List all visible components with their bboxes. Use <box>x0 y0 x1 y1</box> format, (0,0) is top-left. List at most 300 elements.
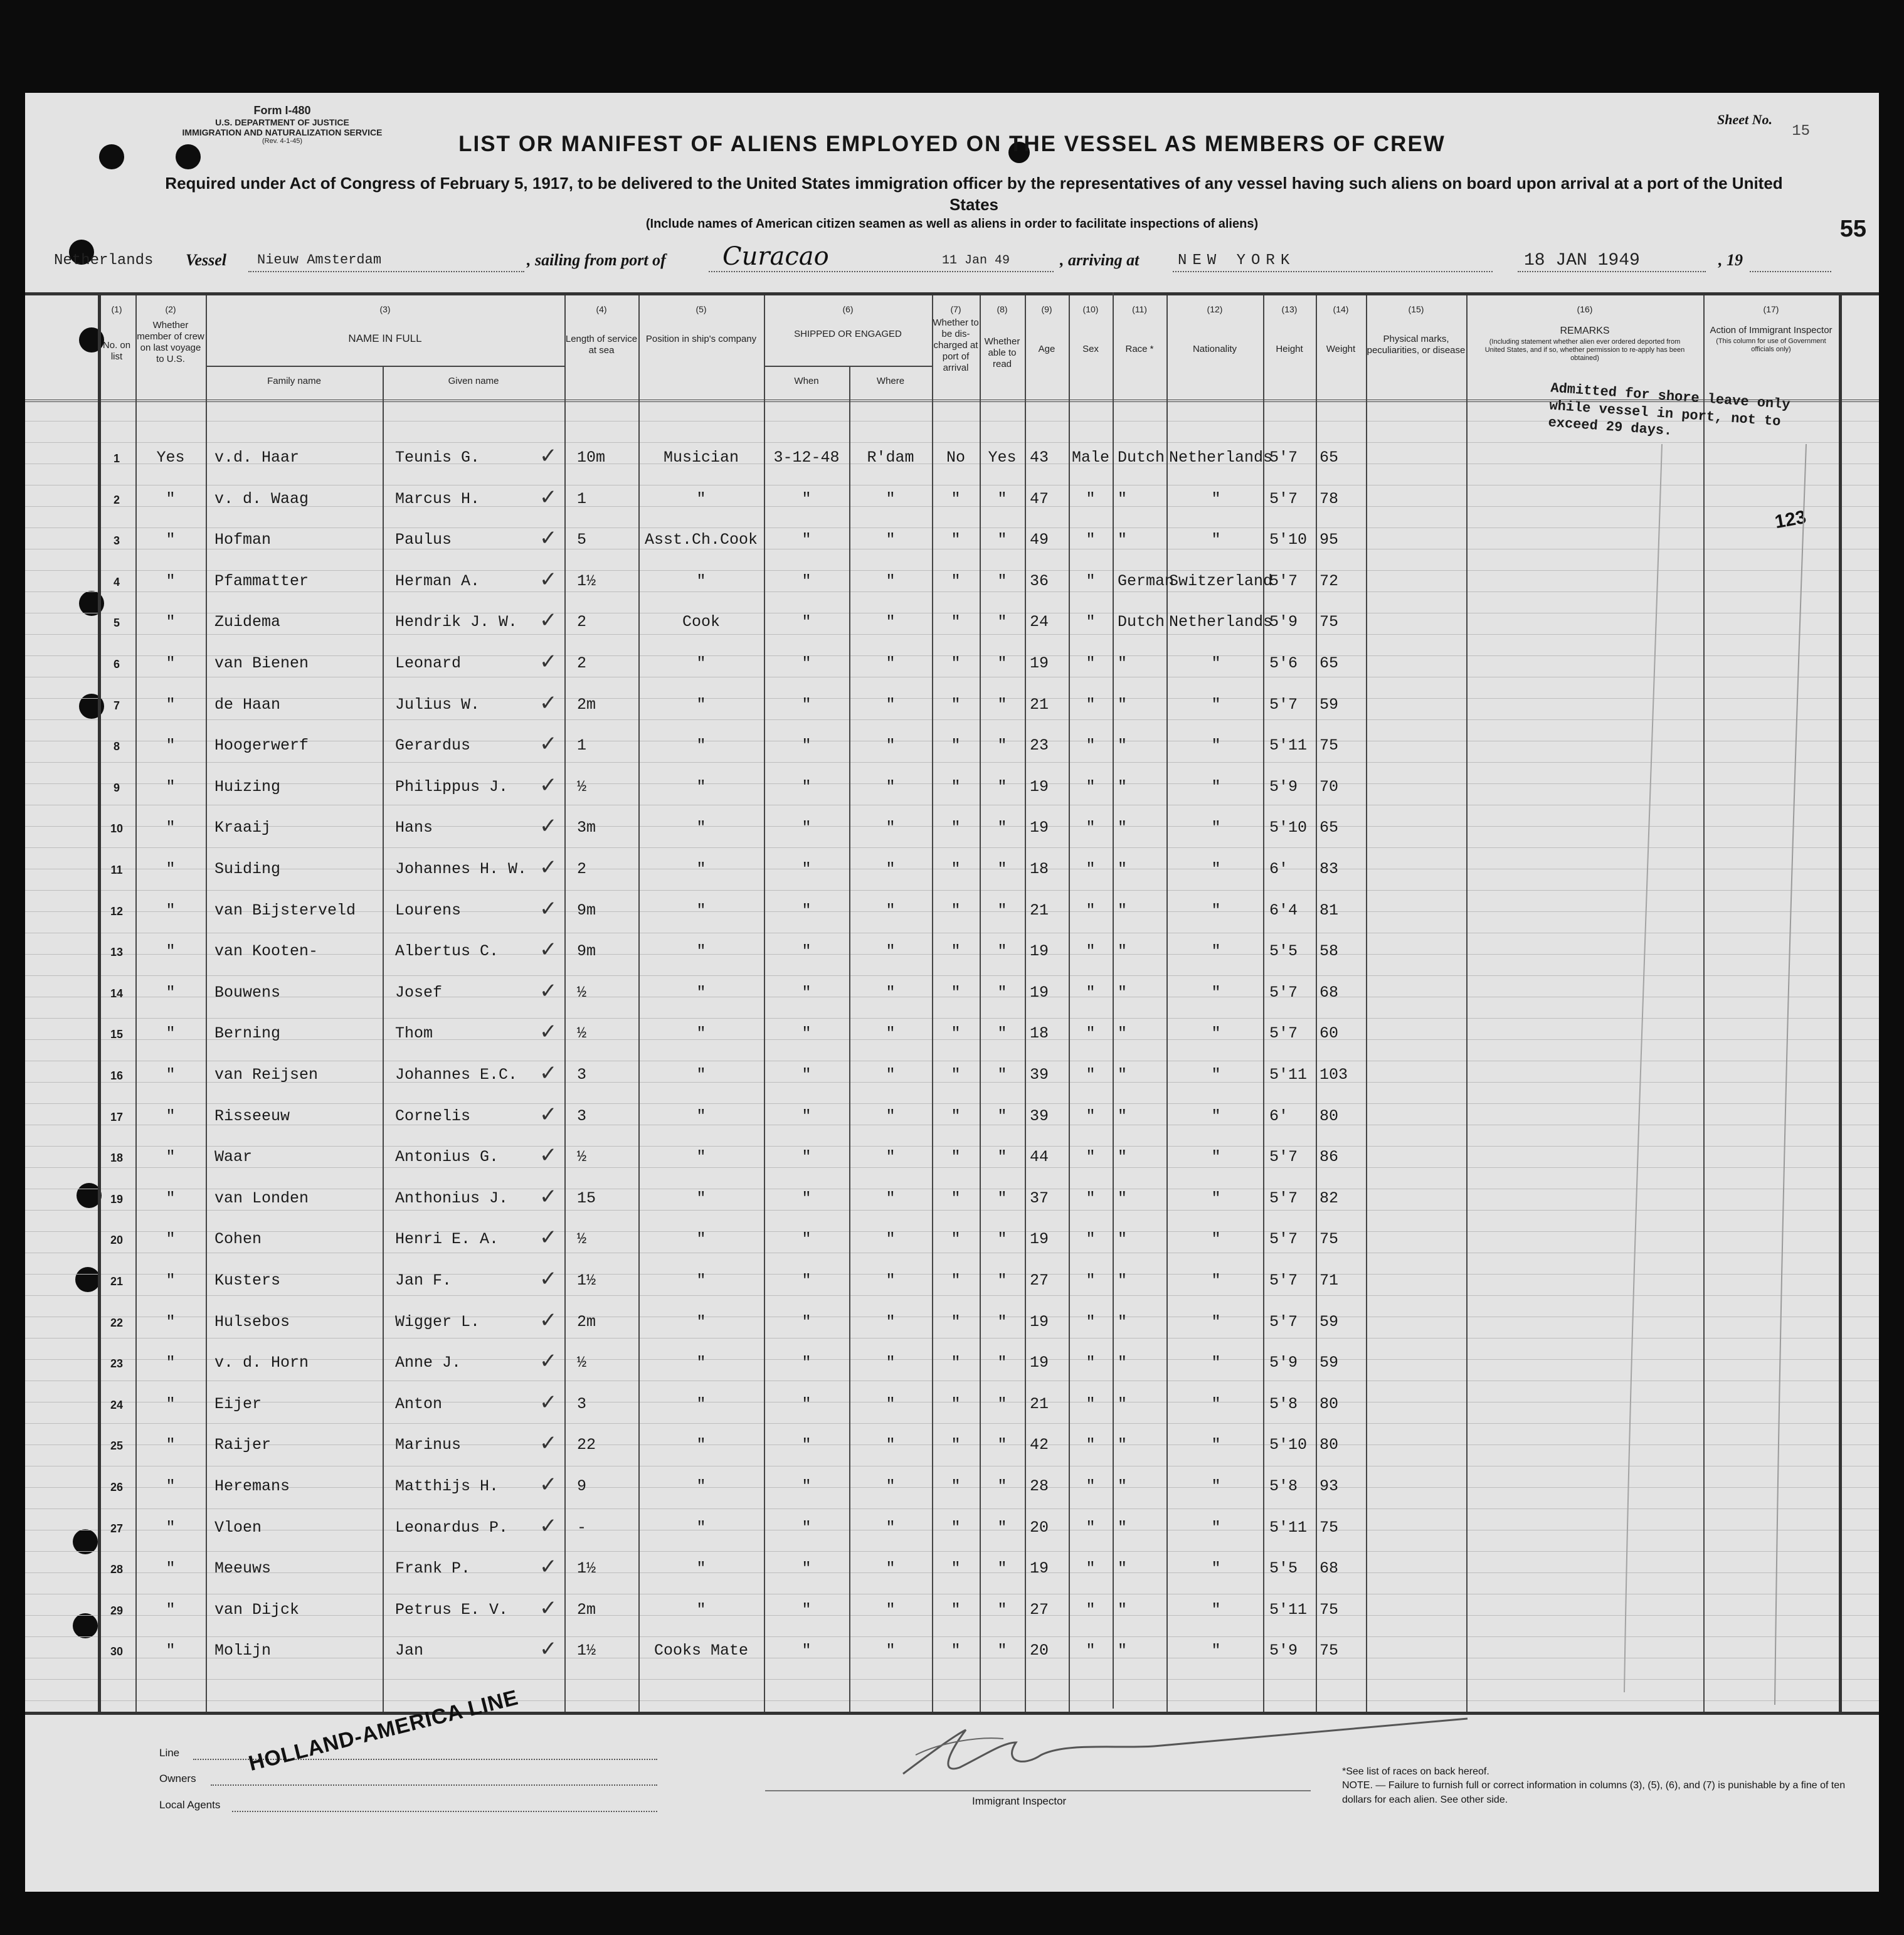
col-header-where: Where <box>876 376 905 386</box>
cell-where: " <box>886 1436 896 1454</box>
cell-service: 9m <box>577 942 596 960</box>
cell-no: 18 <box>110 1152 124 1164</box>
agent-stamp: HOLLAND-AMERICA LINE <box>246 1685 521 1776</box>
cell-read: " <box>997 901 1007 920</box>
inspector-stamp-number: 123 <box>1773 506 1808 533</box>
cell-service: ½ <box>577 983 587 1002</box>
cell-family: Pfammatter <box>214 572 309 590</box>
cell-given: Cornelis <box>395 1107 471 1125</box>
cell-position: Asst.Ch.Cook <box>644 531 758 549</box>
checkmark-icon: ✓ <box>539 691 558 716</box>
cell-race: " <box>1118 1313 1128 1331</box>
cell-family: van Kooten- <box>214 942 319 960</box>
cell-discharged: " <box>951 942 961 960</box>
cell-age: 36 <box>1030 572 1049 590</box>
cell-no: 27 <box>110 1522 124 1535</box>
cell-weight: 80 <box>1320 1436 1339 1454</box>
col-header-number: (1) No. on list <box>102 304 131 362</box>
cell-service: 2 <box>577 654 587 672</box>
cell-height: 5'11 <box>1269 1601 1308 1619</box>
cell-given: Philippus J. <box>395 778 509 796</box>
table-row <box>25 1102 1879 1132</box>
cell-given: Gerardus <box>395 736 471 755</box>
table-row <box>25 773 1879 803</box>
vessel-flag: Netherlands <box>54 252 154 269</box>
cell-when: " <box>801 1477 812 1495</box>
cell-nationality: " <box>1211 1641 1221 1660</box>
cell-weight: 80 <box>1320 1395 1339 1413</box>
cell-where: " <box>886 1519 896 1537</box>
cell-age: 39 <box>1030 1066 1049 1084</box>
cell-sex: " <box>1086 1601 1096 1619</box>
cell-age: 42 <box>1030 1436 1049 1454</box>
checkmark-icon: ✓ <box>539 1019 558 1044</box>
col-header-service: (4) Length of service at sea <box>565 304 638 356</box>
cell-crew: " <box>166 1189 176 1207</box>
cell-weight: 70 <box>1320 778 1339 796</box>
checkmark-icon: ✓ <box>539 1390 558 1415</box>
checkmark-icon: ✓ <box>539 1349 558 1374</box>
cell-service: - <box>577 1519 587 1537</box>
cell-given: Herman A. <box>395 572 480 590</box>
cell-family: Zuidema <box>214 613 281 631</box>
cell-service: ½ <box>577 778 587 796</box>
checkmark-icon: ✓ <box>539 1636 558 1662</box>
cell-height: 5'11 <box>1269 736 1308 755</box>
cell-race: " <box>1118 901 1128 920</box>
cell-service: ½ <box>577 1230 587 1248</box>
cell-age: 19 <box>1030 778 1049 796</box>
cell-when: " <box>801 983 812 1002</box>
cell-race: " <box>1118 1148 1128 1166</box>
cell-service: 1 <box>577 490 587 508</box>
cell-crew: Yes <box>156 448 185 467</box>
cell-discharged: " <box>951 1354 961 1372</box>
cell-position: " <box>696 819 706 837</box>
cell-age: 19 <box>1030 1559 1049 1577</box>
cell-no: 26 <box>110 1481 124 1493</box>
cell-family: van Dijck <box>214 1601 300 1619</box>
cell-given: Anne J. <box>395 1354 462 1372</box>
cell-read: " <box>997 613 1007 631</box>
cell-crew: " <box>166 613 176 631</box>
cell-crew: " <box>166 1477 176 1495</box>
cell-crew: " <box>166 1519 176 1537</box>
col-header-sex: (10) Sex <box>1082 304 1099 354</box>
footnote <box>1342 1765 1856 1807</box>
cell-sex: " <box>1086 1477 1096 1495</box>
cell-weight: 93 <box>1320 1477 1339 1495</box>
voyage-line <box>25 243 1879 278</box>
cell-height: 5'8 <box>1269 1477 1298 1495</box>
cell-read: " <box>997 1559 1007 1577</box>
cell-sex: " <box>1086 1641 1096 1660</box>
cell-family: v.d. Haar <box>214 448 300 467</box>
cell-nationality: " <box>1211 778 1221 796</box>
cell-given: Hendrik J. W. <box>395 613 518 631</box>
table-row <box>25 485 1879 515</box>
cell-no: 25 <box>110 1439 124 1452</box>
cell-given: Lourens <box>395 901 462 920</box>
cell-where: " <box>886 1024 896 1042</box>
cell-sex: " <box>1086 1436 1096 1454</box>
cell-where: " <box>886 736 896 755</box>
cell-position: " <box>696 1148 706 1166</box>
cell-when: " <box>801 696 812 714</box>
cell-position: " <box>696 1024 706 1042</box>
cell-when: " <box>801 1395 812 1413</box>
table-row <box>25 1514 1879 1544</box>
cell-service: ½ <box>577 1024 587 1042</box>
cell-read: " <box>997 1354 1007 1372</box>
checkmark-icon: ✓ <box>539 1184 558 1209</box>
table-row <box>25 855 1879 885</box>
cell-crew: " <box>166 942 176 960</box>
page-number: 55 <box>1839 216 1866 242</box>
arriving-label: , arriving at <box>1060 251 1140 269</box>
cell-race: " <box>1118 531 1128 549</box>
cell-nationality: " <box>1211 819 1221 837</box>
cell-family: Bouwens <box>214 983 281 1002</box>
cell-age: 19 <box>1030 1354 1049 1372</box>
cell-discharged: " <box>951 531 961 549</box>
cell-age: 19 <box>1030 942 1049 960</box>
cell-where: " <box>886 1601 896 1619</box>
cell-race: " <box>1118 1066 1128 1084</box>
cell-weight: 95 <box>1320 531 1339 549</box>
cell-family: Berning <box>214 1024 281 1042</box>
cell-position: " <box>696 490 706 508</box>
checkmark-icon: ✓ <box>539 1596 558 1621</box>
cell-read: " <box>997 490 1007 508</box>
cell-no: 9 <box>113 782 120 794</box>
cell-no: 28 <box>110 1563 124 1576</box>
cell-weight: 86 <box>1320 1148 1339 1166</box>
cell-weight: 75 <box>1320 1641 1339 1660</box>
table-row <box>25 1061 1879 1091</box>
col-header-inspector-action: (17) Action of Immigrant Inspector (This column for use of Government officials only) <box>1710 304 1833 353</box>
cell-when: 3-12-48 <box>773 448 840 467</box>
cell-age: 18 <box>1030 860 1049 878</box>
cell-when: " <box>801 1601 812 1619</box>
cell-crew: " <box>166 1148 176 1166</box>
cell-position: " <box>696 860 706 878</box>
cell-where: " <box>886 901 896 920</box>
cell-discharged: " <box>951 1271 961 1290</box>
cell-nationality: Netherlands <box>1169 448 1273 467</box>
cell-where: " <box>886 1066 896 1084</box>
cell-sex: " <box>1086 778 1096 796</box>
cell-height: 5'7 <box>1269 1313 1298 1331</box>
col-header-shipped: (6) SHIPPED OR ENGAGED <box>794 304 902 339</box>
cell-height: 5'9 <box>1269 1641 1298 1660</box>
cell-family: Eijer <box>214 1395 262 1413</box>
cell-height: 5'8 <box>1269 1395 1298 1413</box>
table-row <box>25 1349 1879 1379</box>
cell-nationality: " <box>1211 1313 1221 1331</box>
cell-where: " <box>886 778 896 796</box>
cell-when: " <box>801 531 812 549</box>
cell-family: van Bijsterveld <box>214 901 356 920</box>
cell-discharged: " <box>951 1066 961 1084</box>
cell-no: 29 <box>110 1604 124 1617</box>
cell-where: " <box>886 983 896 1002</box>
cell-race: " <box>1118 1436 1128 1454</box>
cell-family: Vloen <box>214 1519 262 1537</box>
cell-sex: Male <box>1071 448 1109 467</box>
cell-race: " <box>1118 1024 1128 1042</box>
cell-weight: 103 <box>1320 1066 1348 1084</box>
cell-weight: 59 <box>1320 1354 1339 1372</box>
table-row <box>25 649 1879 679</box>
cell-given: Anthonius J. <box>395 1189 509 1207</box>
cell-read: " <box>997 1601 1007 1619</box>
remarks-stamp: Admitted for shore leave only while vessel in port, not to exceed 29 days. <box>1547 380 1791 440</box>
cell-position: " <box>696 1271 706 1290</box>
table-row <box>25 1636 1879 1667</box>
cell-height: 6' <box>1269 860 1289 878</box>
cell-sex: " <box>1086 1313 1096 1331</box>
cell-position: " <box>696 1066 706 1084</box>
cell-when: " <box>801 1148 812 1166</box>
cell-height: 5'9 <box>1269 1354 1298 1372</box>
cell-nationality: " <box>1211 1354 1221 1372</box>
cell-where: " <box>886 1107 896 1125</box>
cell-race: " <box>1118 1601 1128 1619</box>
cell-family: Kraaij <box>214 819 272 837</box>
cell-crew: " <box>166 983 176 1002</box>
owners-label: Owners <box>159 1773 196 1784</box>
cell-discharged: " <box>951 901 961 920</box>
cell-age: 19 <box>1030 819 1049 837</box>
cell-height: 5'7 <box>1269 983 1298 1002</box>
cell-sex: " <box>1086 1559 1096 1577</box>
cell-weight: 83 <box>1320 860 1339 878</box>
cell-nationality: " <box>1211 1271 1221 1290</box>
cell-nationality: " <box>1211 654 1221 672</box>
checkmark-icon: ✓ <box>539 1308 558 1333</box>
cell-given: Josef <box>395 983 443 1002</box>
cell-position: " <box>696 696 706 714</box>
cell-sex: " <box>1086 490 1096 508</box>
cell-given: Frank P. <box>395 1559 471 1577</box>
cell-age: 28 <box>1030 1477 1049 1495</box>
table-row <box>25 978 1879 1009</box>
cell-weight: 59 <box>1320 696 1339 714</box>
cell-no: 11 <box>110 864 123 876</box>
cell-family: van Londen <box>214 1189 309 1207</box>
table-row <box>25 1554 1879 1584</box>
service-name: IMMIGRATION AND NATURALIZATION SERVICE <box>182 127 383 137</box>
cell-where: " <box>886 572 896 590</box>
cell-no: 3 <box>113 534 120 547</box>
cell-height: 5'9 <box>1269 778 1298 796</box>
cell-read: " <box>997 1066 1007 1084</box>
cell-sex: " <box>1086 736 1096 755</box>
checkmark-icon: ✓ <box>539 1102 558 1127</box>
cell-nationality: " <box>1211 860 1221 878</box>
cell-nationality: " <box>1211 1107 1221 1125</box>
col-header-remarks: (16) REMARKS (Including statement whether alien ever ordered deported from United States, and if so, whether permission to re-apply has been obtained) <box>1484 304 1685 363</box>
cell-race: " <box>1118 942 1128 960</box>
table-row <box>25 1266 1879 1296</box>
vessel-label: Vessel <box>186 251 226 269</box>
cell-height: 5'10 <box>1269 1436 1308 1454</box>
cell-weight: 68 <box>1320 1559 1339 1577</box>
checkmark-icon: ✓ <box>539 855 558 880</box>
cell-crew: " <box>166 778 176 796</box>
cell-weight: 75 <box>1320 613 1339 631</box>
cell-discharged: " <box>951 1601 961 1619</box>
cell-read: " <box>997 1477 1007 1495</box>
cell-service: 3 <box>577 1107 587 1125</box>
cell-age: 21 <box>1030 1395 1049 1413</box>
cell-read: " <box>997 778 1007 796</box>
races-note: *See list of races on back hereof. <box>1342 1766 1489 1777</box>
cell-family: Raijer <box>214 1436 272 1454</box>
cell-no: 23 <box>110 1357 124 1370</box>
cell-read: " <box>997 983 1007 1002</box>
cell-service: 2m <box>577 1601 596 1619</box>
cell-service: ½ <box>577 1354 587 1372</box>
cell-when: " <box>801 736 812 755</box>
cell-crew: " <box>166 696 176 714</box>
cell-height: 5'7 <box>1269 1189 1298 1207</box>
cell-race: " <box>1118 1189 1128 1207</box>
cell-discharged: " <box>951 572 961 590</box>
table-row <box>25 608 1879 638</box>
cell-read: " <box>997 1230 1007 1248</box>
cell-height: 5'10 <box>1269 531 1308 549</box>
cell-when: " <box>801 1436 812 1454</box>
cell-sex: " <box>1086 942 1096 960</box>
cell-race: " <box>1118 1477 1128 1495</box>
cell-crew: " <box>166 654 176 672</box>
cell-crew: " <box>166 1354 176 1372</box>
line-label: Line <box>159 1747 180 1759</box>
cell-given: Johannes H. W. <box>395 860 527 878</box>
cell-given: Paulus <box>395 531 452 549</box>
cell-position: " <box>696 1395 706 1413</box>
cell-family: Suiding <box>214 860 281 878</box>
cell-when: " <box>801 819 812 837</box>
checkmark-icon: ✓ <box>539 731 558 756</box>
checkmark-icon: ✓ <box>539 1514 558 1539</box>
cell-age: 19 <box>1030 654 1049 672</box>
cell-age: 47 <box>1030 490 1049 508</box>
cell-race: " <box>1118 1395 1128 1413</box>
cell-crew: " <box>166 1107 176 1125</box>
cell-race: " <box>1118 778 1128 796</box>
cell-race: " <box>1118 1559 1128 1577</box>
cell-position: " <box>696 1559 706 1577</box>
cell-nationality: " <box>1211 1189 1221 1207</box>
cell-where: " <box>886 613 896 631</box>
cell-age: 20 <box>1030 1519 1049 1537</box>
from-label: , sailing from port of <box>527 251 666 269</box>
table-row <box>25 1143 1879 1173</box>
cell-no: 7 <box>113 699 120 712</box>
col-header-position: (5) Position in ship's company <box>645 304 757 344</box>
cell-crew: " <box>166 819 176 837</box>
cell-where: R'dam <box>867 448 914 467</box>
cell-nationality: " <box>1211 983 1221 1002</box>
arrival-date: 18 JAN 1949 <box>1524 251 1640 270</box>
cell-read: " <box>997 1271 1007 1290</box>
cell-crew: " <box>166 901 176 920</box>
cell-age: 19 <box>1030 983 1049 1002</box>
cell-height: 5'5 <box>1269 1559 1298 1577</box>
cell-no: 17 <box>110 1111 124 1123</box>
cell-family: Heremans <box>214 1477 290 1495</box>
cell-read: " <box>997 654 1007 672</box>
cell-weight: 80 <box>1320 1107 1339 1125</box>
cell-crew: " <box>166 531 176 549</box>
cell-age: 43 <box>1030 448 1049 467</box>
cell-age: 24 <box>1030 613 1049 631</box>
cell-weight: 75 <box>1320 1519 1339 1537</box>
cell-service: 9m <box>577 901 596 920</box>
departure-port: Curacao <box>722 242 829 271</box>
cell-given: Matthijs H. <box>395 1477 499 1495</box>
cell-weight: 75 <box>1320 1230 1339 1248</box>
cell-given: Henri E. A. <box>395 1230 499 1248</box>
cell-nationality: " <box>1211 1395 1221 1413</box>
cell-weight: 75 <box>1320 1601 1339 1619</box>
cell-no: 6 <box>113 658 120 671</box>
cell-discharged: " <box>951 613 961 631</box>
cell-crew: " <box>166 490 176 508</box>
cell-where: " <box>886 1313 896 1331</box>
cell-given: Thom <box>395 1024 433 1042</box>
manifest-sheet <box>25 93 1879 1892</box>
cell-service: 2m <box>577 1313 596 1331</box>
cell-service: 9 <box>577 1477 587 1495</box>
cell-weight: 71 <box>1320 1271 1339 1290</box>
cell-no: 22 <box>110 1317 124 1329</box>
cell-when: " <box>801 613 812 631</box>
cell-no: 14 <box>110 987 124 1000</box>
cell-position: " <box>696 1354 706 1372</box>
cell-nationality: Switzerland <box>1169 572 1273 590</box>
cell-weight: 58 <box>1320 942 1339 960</box>
cell-discharged: " <box>951 1230 961 1248</box>
cell-family: Cohen <box>214 1230 262 1248</box>
cell-race: " <box>1118 1519 1128 1537</box>
table-row <box>25 526 1879 556</box>
cell-when: " <box>801 942 812 960</box>
cell-weight: 81 <box>1320 901 1339 920</box>
cell-height: 5'7 <box>1269 572 1298 590</box>
cell-read: " <box>997 819 1007 837</box>
checkmark-icon: ✓ <box>539 1143 558 1168</box>
local-agents-label: Local Agents <box>159 1799 221 1811</box>
cell-sex: " <box>1086 1024 1096 1042</box>
cell-nationality: " <box>1211 942 1221 960</box>
cell-weight: 75 <box>1320 736 1339 755</box>
cell-age: 27 <box>1030 1601 1049 1619</box>
cell-nationality: " <box>1211 696 1221 714</box>
cell-position: Musician <box>663 448 739 467</box>
cell-height: 5'6 <box>1269 654 1298 672</box>
cell-race: " <box>1118 819 1128 837</box>
cell-position: " <box>696 654 706 672</box>
cell-when: " <box>801 654 812 672</box>
checkmark-icon: ✓ <box>539 526 558 551</box>
cell-service: 3m <box>577 819 596 837</box>
cell-service: 3 <box>577 1395 587 1413</box>
cell-height: 5'7 <box>1269 1148 1298 1166</box>
